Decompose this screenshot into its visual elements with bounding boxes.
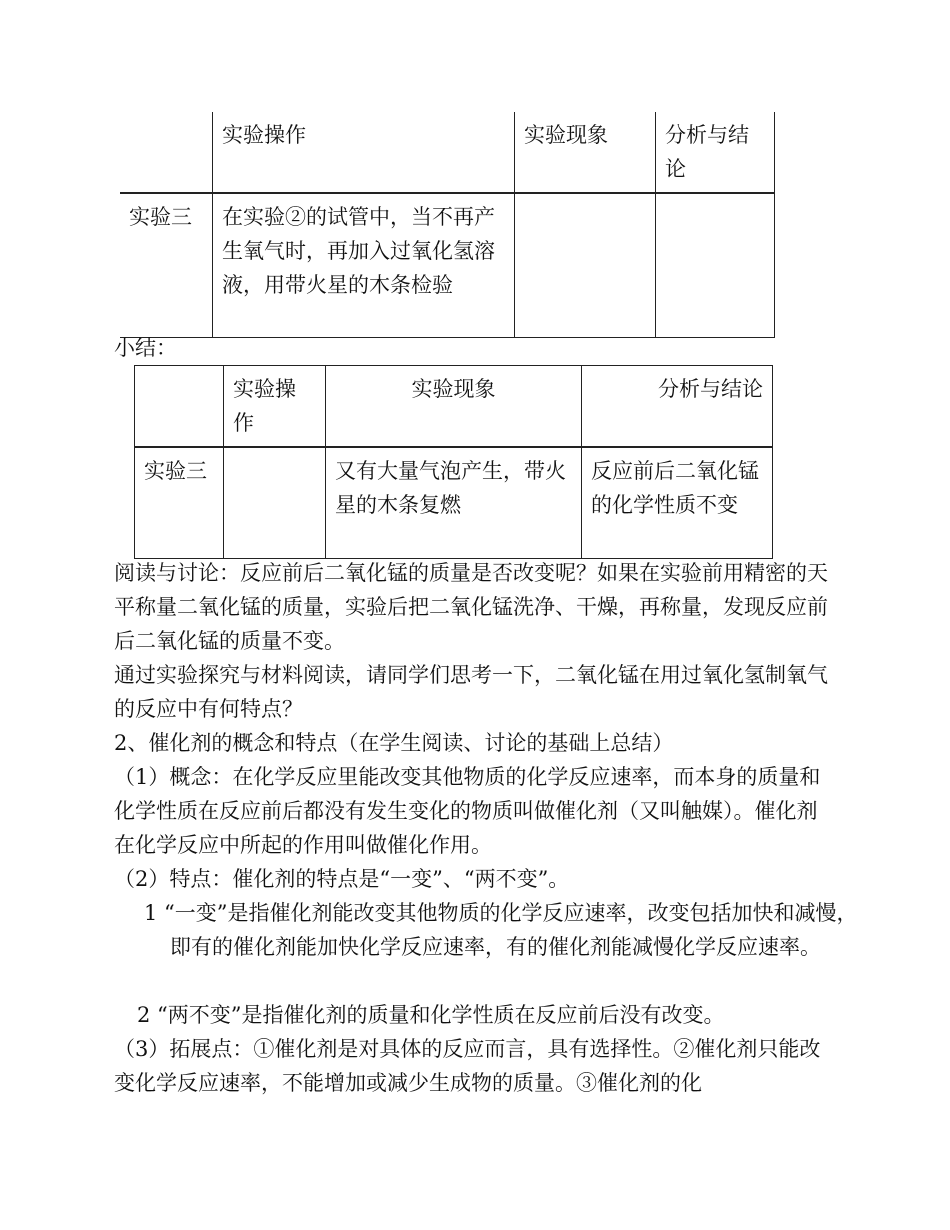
section-heading: 2、催化剂的概念和特点（在学生阅读、讨论的基础上总结） <box>114 731 674 755</box>
feature-paragraph: （2）特点：催化剂的特点是“一变”、“两不变”。 <box>114 867 570 891</box>
table-header-cell: 实验操作 <box>224 366 326 448</box>
question-paragraph: 通过实验探究与材料阅读，请同学们思考一下，二氧化锰在用过氧化氢制氧气的反应中有何特点？ <box>114 663 828 721</box>
table-cell: 实验三 <box>120 193 213 338</box>
experiment-table <box>120 112 775 338</box>
table-cell <box>224 447 326 559</box>
summary-table <box>134 365 773 559</box>
table-cell <box>515 193 656 338</box>
table-header-cell <box>135 366 224 448</box>
table-cell: 在实验②的试管中，当不再产生氧气时，再加入过氧化氢溶液，用带火星的木条检验 <box>213 193 515 338</box>
table-header-row <box>120 112 775 193</box>
table-header-cell: 实验现象 <box>326 366 582 448</box>
table-header-cell: 分析与结论 <box>582 366 773 448</box>
table-header-cell <box>120 112 213 193</box>
concept-paragraph: （1）概念：在化学反应里能改变其他物质的化学反应速率，而本身的质量和化学性质在反应前后都没有发生变化的物质叫做催化剂（又叫触媒）。催化剂在化学反应中所起的作用叫做催化作用。 <box>114 765 821 857</box>
feature-item-two: 2 “两不变”是指催化剂的质量和化学性质在反应前后没有改变。 <box>137 1003 725 1027</box>
table-row <box>120 193 775 338</box>
feature-item-one: 1 “一变”是指催化剂能改变其他物质的化学反应速率，改变包括加快和减慢，即有的催化剂能加快化学反应速率，有的催化剂能减慢化学反应速率。 <box>144 901 858 959</box>
table-cell <box>656 193 775 338</box>
extension-paragraph: （3）拓展点：①催化剂是对具体的反应而言，具有选择性。②催化剂只能改变化学反应速率，不能增加或减少生成物的质量。③催化剂的化 <box>114 1037 821 1095</box>
summary-label: 小结： <box>114 336 177 360</box>
table-cell: 又有大量气泡产生，带火星的木条复燃 <box>326 447 582 559</box>
table-header-cell: 实验现象 <box>515 112 656 193</box>
table-header-row <box>135 366 773 448</box>
table-cell: 实验三 <box>135 447 224 559</box>
reading-discussion-paragraph: 阅读与讨论：反应前后二氧化锰的质量是否改变呢？如果在实验前用精密的天平称量二氧化锰的质量，实验后把二氧化锰洗净、干燥，再称量，发现反应前后二氧化锰的质量不变。 <box>114 561 828 653</box>
table-cell: 反应前后二氧化锰的化学性质不变 <box>582 447 773 559</box>
table-header-cell: 实验操作 <box>213 112 515 193</box>
table-row <box>135 447 773 559</box>
table-header-cell: 分析与结论 <box>656 112 775 193</box>
